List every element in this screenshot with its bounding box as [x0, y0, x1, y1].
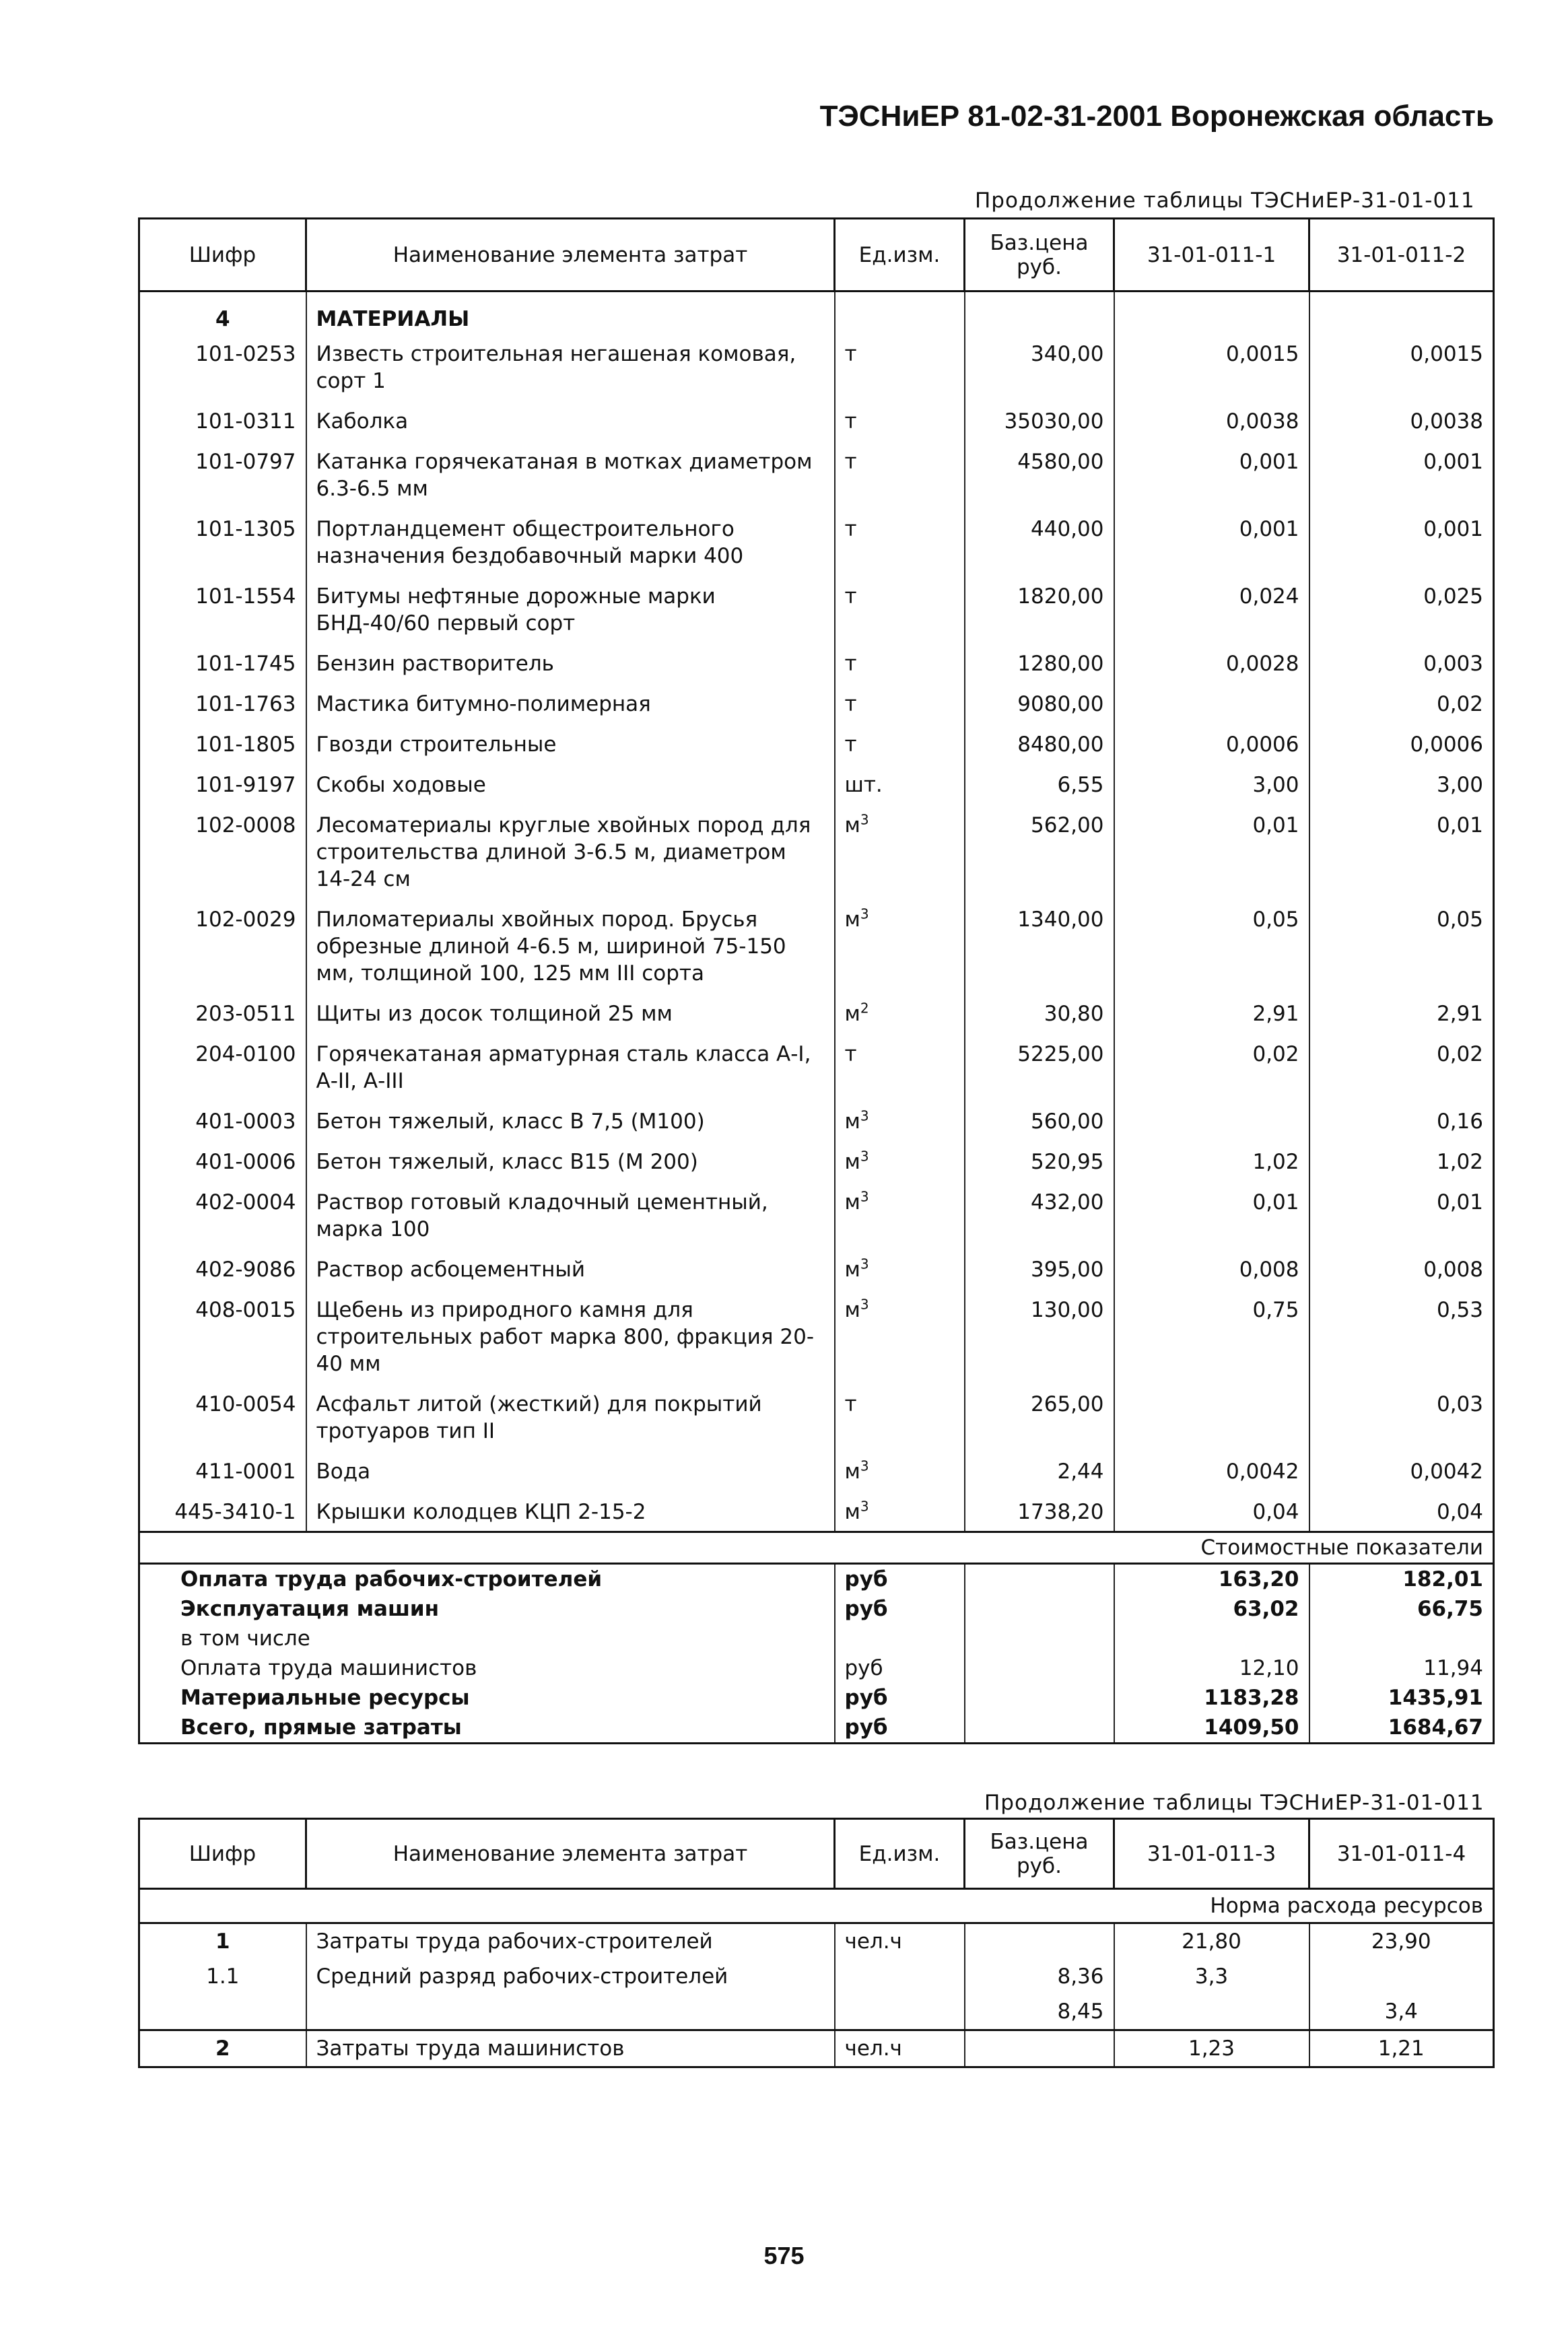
material-code: 102-0029 [195, 907, 296, 932]
summary-empty [965, 1713, 1114, 1744]
summary-row [139, 1653, 1494, 1683]
material-unit [835, 804, 965, 898]
material-unit [835, 333, 965, 400]
unit-text: м [844, 1150, 860, 1174]
material-unit [835, 683, 965, 723]
column-header-col4: 31-01-011-4 [1309, 1819, 1494, 1889]
summary-value-1: 63,02 [1114, 1594, 1309, 1624]
summary-row [139, 1624, 1494, 1653]
unit-text: т [844, 1392, 857, 1416]
summary-unit [835, 1624, 965, 1653]
material-qty-1: 2,91 [1114, 992, 1309, 1033]
column-header-code: Шифр [139, 219, 306, 292]
material-qty-2: 0,008 [1309, 1248, 1494, 1289]
material-name: Скобы ходовые [306, 763, 835, 804]
resource-name: Средний разряд рабочих-строителей [306, 1959, 835, 1994]
summary-value-1: 163,20 [1114, 1564, 1309, 1595]
table1-caption: Продолжение таблицы ТЭСНиЕР-31-01-011 [975, 188, 1475, 213]
material-unit [835, 575, 965, 642]
material-price: 35030,00 [965, 400, 1114, 440]
material-qty-1: 0,01 [1114, 1181, 1309, 1248]
material-qty-1: 0,0038 [1114, 400, 1309, 440]
summary-unit: руб [835, 1713, 965, 1744]
resource-code [139, 1994, 306, 2030]
material-price: 1820,00 [965, 575, 1114, 642]
table-row [139, 1100, 1494, 1140]
material-name: Горячекатаная арматурная сталь класса А-I, А-II, А-III [306, 1033, 835, 1100]
resource-code: 2 [139, 2030, 306, 2067]
summary-unit: руб [835, 1683, 965, 1713]
material-name: Портландцемент общестроительного назначения бездобавочный марки 400 [306, 508, 835, 575]
table-row [139, 1033, 1494, 1100]
table-row [139, 1490, 1494, 1532]
material-code: 101-1305 [195, 517, 296, 541]
unit-text: т [844, 584, 857, 609]
resource-name: Затраты труда рабочих-строителей [306, 1923, 835, 1960]
material-qty-1 [1114, 683, 1309, 723]
resource-price [965, 1923, 1114, 1960]
table-row [139, 1289, 1494, 1383]
material-price: 30,80 [965, 992, 1114, 1033]
material-code: 204-0100 [195, 1042, 296, 1066]
material-qty-2: 1,02 [1309, 1140, 1494, 1181]
material-unit [835, 642, 965, 683]
unit-text: м [844, 1298, 860, 1322]
material-qty-1: 1,02 [1114, 1140, 1309, 1181]
material-unit [835, 440, 965, 508]
resource-norm-4: 1,21 [1309, 2030, 1494, 2067]
material-qty-2: 0,53 [1309, 1289, 1494, 1383]
unit-text: м [844, 1190, 860, 1214]
column-header-name: Наименование элемента затрат [306, 1819, 835, 1889]
unit-exponent: 3 [860, 1296, 869, 1313]
summary-value-1: 1409,50 [1114, 1713, 1309, 1744]
resource-norm-3 [1114, 1994, 1309, 2030]
column-header-price: Баз.цена руб. [965, 1819, 1114, 1889]
table-row [139, 1923, 1494, 1960]
material-price: 5225,00 [965, 1033, 1114, 1100]
summary-empty [965, 1683, 1114, 1713]
section-code: 4 [215, 307, 230, 331]
material-qty-2: 0,02 [1309, 683, 1494, 723]
material-qty-1: 0,0006 [1114, 723, 1309, 763]
unit-text: м [844, 1258, 860, 1282]
summary-label: Всего, прямые затраты [180, 1715, 462, 1740]
material-qty-1: 0,05 [1114, 898, 1309, 992]
unit-text: т [844, 517, 857, 541]
resource-norm-3: 3,3 [1114, 1959, 1309, 1994]
summary-label: Эксплуатация машин [180, 1597, 440, 1621]
material-price: 1280,00 [965, 642, 1114, 683]
material-qty-1: 3,00 [1114, 763, 1309, 804]
material-qty-2: 0,16 [1309, 1100, 1494, 1140]
resource-norm-4 [1309, 1959, 1494, 1994]
table-row [139, 1383, 1494, 1450]
material-qty-1: 0,0015 [1114, 333, 1309, 400]
table-row [139, 1959, 1494, 1994]
material-unit [835, 1383, 965, 1450]
unit-exponent: 3 [860, 1256, 869, 1272]
summary-row [139, 1564, 1494, 1595]
material-qty-2: 0,05 [1309, 898, 1494, 992]
material-price: 9080,00 [965, 683, 1114, 723]
material-unit [835, 992, 965, 1033]
resource-price: 8,36 [965, 1959, 1114, 1994]
summary-heading: Стоимостные показатели [139, 1532, 1494, 1564]
material-unit [835, 1033, 965, 1100]
material-code: 101-0797 [195, 450, 296, 474]
unit-text: м [844, 813, 860, 837]
unit-exponent: 3 [860, 905, 869, 922]
material-code: 411-0001 [195, 1460, 296, 1484]
unit-text: т [844, 342, 857, 366]
material-code: 101-0311 [195, 409, 296, 434]
material-qty-1: 0,01 [1114, 804, 1309, 898]
material-code: 101-1805 [195, 732, 296, 757]
material-code: 445-3410-1 [174, 1500, 296, 1524]
norm-heading: Норма расхода ресурсов [139, 1889, 1494, 1923]
material-qty-1: 0,008 [1114, 1248, 1309, 1289]
table-row [139, 992, 1494, 1033]
material-code: 408-0015 [195, 1298, 296, 1322]
resource-name [306, 1994, 835, 2030]
column-header-col1: 31-01-011-1 [1114, 219, 1309, 292]
material-code: 203-0511 [195, 1002, 296, 1026]
material-qty-2: 0,01 [1309, 1181, 1494, 1248]
material-price: 8480,00 [965, 723, 1114, 763]
material-qty-2: 0,0038 [1309, 400, 1494, 440]
material-name: Асфальт литой (жесткий) для покрытий тротуаров тип II [306, 1383, 835, 1450]
resource-unit [835, 1994, 965, 2030]
material-qty-2: 0,01 [1309, 804, 1494, 898]
material-code: 101-9197 [195, 773, 296, 797]
material-name: Каболка [306, 400, 835, 440]
material-qty-1 [1114, 1383, 1309, 1450]
material-code: 410-0054 [195, 1392, 296, 1416]
unit-text: м [844, 1460, 860, 1484]
norm-heading-row [139, 1889, 1494, 1923]
material-price: 130,00 [965, 1289, 1114, 1383]
resource-norm-3: 21,80 [1114, 1923, 1309, 1960]
unit-exponent: 2 [860, 1000, 869, 1017]
column-header-col3: 31-01-011-3 [1114, 1819, 1309, 1889]
resource-price [965, 2030, 1114, 2067]
summary-value-2: 66,75 [1309, 1594, 1494, 1624]
unit-text: т [844, 1042, 857, 1066]
page-number: 575 [763, 2242, 805, 2269]
material-name: Крышки колодцев КЦП 2-15-2 [306, 1490, 835, 1532]
summary-row [139, 1683, 1494, 1713]
material-name: Вода [306, 1450, 835, 1490]
summary-empty [965, 1653, 1114, 1683]
material-qty-2: 0,001 [1309, 508, 1494, 575]
resource-norm-4: 23,90 [1309, 1923, 1494, 1960]
unit-text: т [844, 409, 857, 434]
summary-label: Оплата труда машинистов [180, 1656, 477, 1680]
material-unit [835, 1289, 965, 1383]
material-qty-2: 0,02 [1309, 1033, 1494, 1100]
table-row [139, 642, 1494, 683]
material-name: Раствор готовый кладочный цементный, марка 100 [306, 1181, 835, 1248]
column-header-name: Наименование элемента затрат [306, 219, 835, 292]
material-qty-2: 0,0042 [1309, 1450, 1494, 1490]
table-row [139, 508, 1494, 575]
material-unit [835, 1100, 965, 1140]
unit-text: м [844, 1500, 860, 1524]
material-unit [835, 1248, 965, 1289]
material-qty-1: 0,0028 [1114, 642, 1309, 683]
material-price: 520,95 [965, 1140, 1114, 1181]
unit-exponent: 3 [860, 1498, 869, 1515]
material-unit [835, 723, 965, 763]
material-unit [835, 508, 965, 575]
section-row [139, 292, 1494, 333]
unit-text: т [844, 652, 857, 676]
summary-value-2: 1435,91 [1309, 1683, 1494, 1713]
material-qty-1: 0,75 [1114, 1289, 1309, 1383]
material-qty-2: 3,00 [1309, 763, 1494, 804]
table-row [139, 683, 1494, 723]
material-qty-1: 0,02 [1114, 1033, 1309, 1100]
table-row [139, 1450, 1494, 1490]
material-code: 101-1763 [195, 692, 296, 716]
summary-unit: руб [835, 1653, 965, 1683]
summary-label: в том числе [180, 1626, 310, 1651]
summary-value-2 [1309, 1624, 1494, 1653]
material-price: 1738,20 [965, 1490, 1114, 1532]
material-unit [835, 763, 965, 804]
material-qty-2: 0,04 [1309, 1490, 1494, 1532]
table-row [139, 440, 1494, 508]
material-name: Лесоматериалы круглые хвойных пород для строительства длиной 3-6.5 м, диаметром 14-24 см [306, 804, 835, 898]
material-unit [835, 1490, 965, 1532]
summary-unit: руб [835, 1564, 965, 1595]
document-header: ТЭСНиЕР 81-02-31-2001 Воронежская область [819, 100, 1494, 133]
table-row [139, 400, 1494, 440]
unit-exponent: 3 [860, 811, 869, 828]
summary-row [139, 1594, 1494, 1624]
material-qty-1: 0,024 [1114, 575, 1309, 642]
summary-unit: руб [835, 1594, 965, 1624]
material-qty-2: 2,91 [1309, 992, 1494, 1033]
material-name: Битумы нефтяные дорожные марки БНД-40/60 первый сорт [306, 575, 835, 642]
summary-value-2: 1684,67 [1309, 1713, 1494, 1744]
material-qty-2: 0,0006 [1309, 723, 1494, 763]
unit-exponent: 3 [860, 1107, 869, 1124]
table-row [139, 575, 1494, 642]
unit-exponent: 3 [860, 1148, 869, 1165]
resource-price: 8,45 [965, 1994, 1114, 2030]
material-qty-1 [1114, 1100, 1309, 1140]
summary-value-2: 182,01 [1309, 1564, 1494, 1595]
material-qty-2: 0,025 [1309, 575, 1494, 642]
table-row [139, 1140, 1494, 1181]
material-unit [835, 1181, 965, 1248]
summary-empty [965, 1594, 1114, 1624]
material-price: 2,44 [965, 1450, 1114, 1490]
column-header-unit: Ед.изм. [835, 1819, 965, 1889]
material-name: Гвозди строительные [306, 723, 835, 763]
material-name: Известь строительная негашеная комовая, сорт 1 [306, 333, 835, 400]
material-unit [835, 1140, 965, 1181]
table-row [139, 898, 1494, 992]
material-qty-2: 0,0015 [1309, 333, 1494, 400]
summary-value-1: 1183,28 [1114, 1683, 1309, 1713]
material-qty-2: 0,001 [1309, 440, 1494, 508]
resource-unit: чел.ч [835, 1923, 965, 1960]
material-price: 562,00 [965, 804, 1114, 898]
table-row [139, 1181, 1494, 1248]
material-qty-1: 0,04 [1114, 1490, 1309, 1532]
material-code: 102-0008 [195, 813, 296, 837]
material-qty-2: 0,003 [1309, 642, 1494, 683]
material-qty-1: 0,001 [1114, 440, 1309, 508]
column-header-col2: 31-01-011-2 [1309, 219, 1494, 292]
summary-empty [965, 1564, 1114, 1595]
material-name: Бетон тяжелый, класс В15 (М 200) [306, 1140, 835, 1181]
resource-name: Затраты труда машинистов [306, 2030, 835, 2067]
material-unit [835, 898, 965, 992]
summary-label: Материальные ресурсы [180, 1686, 470, 1710]
resource-norm-3: 1,23 [1114, 2030, 1309, 2067]
labor-table [138, 1818, 1495, 2068]
material-name: Щиты из досок толщиной 25 мм [306, 992, 835, 1033]
table-row [139, 1994, 1494, 2030]
resource-code: 1.1 [206, 1964, 240, 1989]
materials-table [138, 217, 1495, 1744]
unit-text: м [844, 907, 860, 932]
material-name: Бетон тяжелый, класс В 7,5 (М100) [306, 1100, 835, 1140]
material-price: 560,00 [965, 1100, 1114, 1140]
column-header-unit: Ед.изм. [835, 219, 965, 292]
material-price: 395,00 [965, 1248, 1114, 1289]
unit-exponent: 3 [860, 1458, 869, 1474]
table-row [139, 763, 1494, 804]
table-row [139, 2030, 1494, 2067]
material-name: Бензин растворитель [306, 642, 835, 683]
resource-unit [835, 1959, 965, 1994]
material-unit [835, 400, 965, 440]
summary-value-1: 12,10 [1114, 1653, 1309, 1683]
material-code: 101-0253 [195, 342, 296, 366]
summary-value-1 [1114, 1624, 1309, 1653]
unit-text: шт. [844, 773, 883, 797]
material-qty-2: 0,03 [1309, 1383, 1494, 1450]
resource-code: 1 [139, 1923, 306, 1960]
unit-text: м [844, 1109, 860, 1134]
material-code: 401-0006 [195, 1150, 296, 1174]
unit-text: м [844, 1002, 860, 1026]
material-code: 101-1745 [195, 652, 296, 676]
material-name: Мастика битумно-полимерная [306, 683, 835, 723]
table2-caption: Продолжение таблицы ТЭСНиЕР-31-01-011 [984, 1791, 1485, 1815]
resource-unit: чел.ч [835, 2030, 965, 2067]
material-name: Катанка горячекатаная в мотках диаметром 6.3-6.5 мм [306, 440, 835, 508]
material-code: 402-0004 [195, 1190, 296, 1214]
material-price: 1340,00 [965, 898, 1114, 992]
material-price: 440,00 [965, 508, 1114, 575]
material-code: 101-1554 [195, 584, 296, 609]
summary-label: Оплата труда рабочих-строителей [139, 1564, 835, 1595]
material-price: 6,55 [965, 763, 1114, 804]
table-row [139, 1248, 1494, 1289]
resource-norm-4: 3,4 [1309, 1994, 1494, 2030]
column-header-code: Шифр [139, 1819, 306, 1889]
material-name: Раствор асбоцементный [306, 1248, 835, 1289]
table-row [139, 333, 1494, 400]
table-row [139, 723, 1494, 763]
material-name: Пиломатериалы хвойных пород. Брусья обрезные длиной 4-6.5 м, шириной 75-150 мм, толщиной 100, 125 мм III сорта [306, 898, 835, 992]
material-code: 401-0003 [195, 1109, 296, 1134]
material-price: 265,00 [965, 1383, 1114, 1450]
material-price: 340,00 [965, 333, 1114, 400]
material-qty-1: 0,001 [1114, 508, 1309, 575]
material-price: 432,00 [965, 1181, 1114, 1248]
summary-row [139, 1713, 1494, 1744]
summary-heading-row [139, 1532, 1494, 1564]
summary-value-2: 11,94 [1309, 1653, 1494, 1683]
material-qty-1: 0,0042 [1114, 1450, 1309, 1490]
material-price: 4580,00 [965, 440, 1114, 508]
section-title: МАТЕРИАЛЫ [306, 292, 835, 333]
material-code: 402-9086 [195, 1258, 296, 1282]
unit-exponent: 3 [860, 1188, 869, 1205]
unit-text: т [844, 450, 857, 474]
unit-text: т [844, 692, 857, 716]
column-header-price: Баз.цена руб. [965, 219, 1114, 292]
unit-text: т [844, 732, 857, 757]
table-row [139, 804, 1494, 898]
material-name: Щебень из природного камня для строительных работ марка 800, фракция 20-40 мм [306, 1289, 835, 1383]
material-unit [835, 1450, 965, 1490]
summary-empty [965, 1624, 1114, 1653]
